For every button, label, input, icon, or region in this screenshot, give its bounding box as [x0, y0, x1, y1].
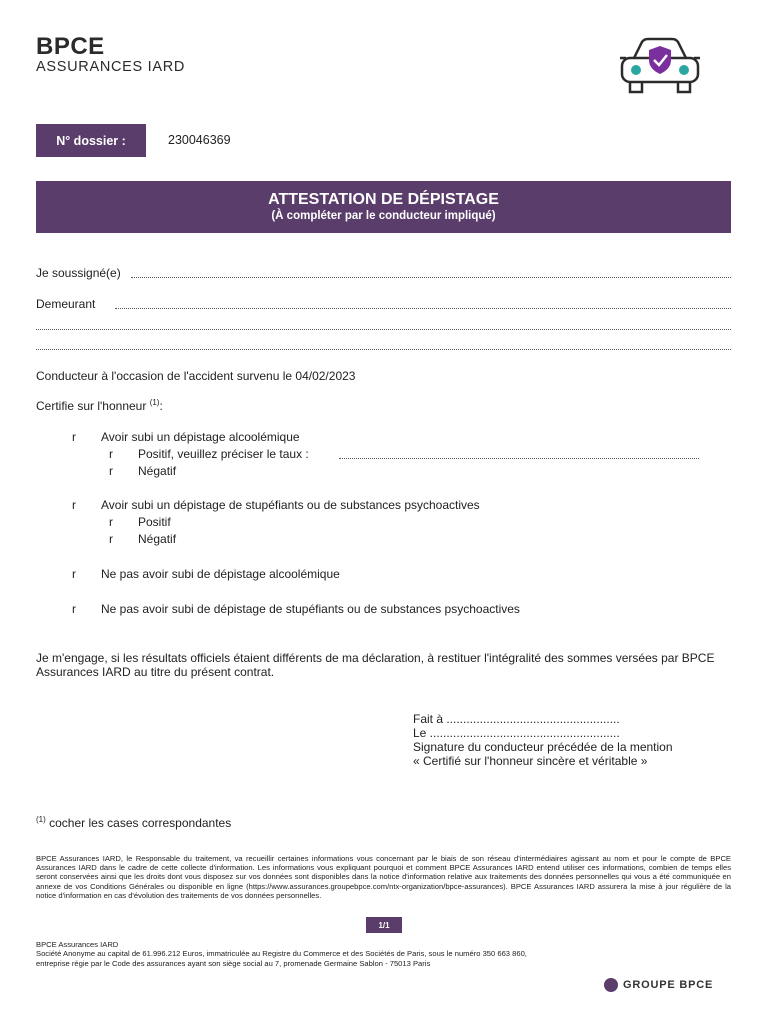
option-alcool-label: Avoir subi un dépistage alcoolémique	[101, 430, 300, 444]
option-no-alcool-label: Ne pas avoir subi de dépistage alcoolémique	[101, 567, 340, 581]
footnote-marker: (1)	[36, 815, 46, 824]
address-field-line3[interactable]	[36, 349, 731, 350]
option-stupefiants-positif-label: Positif	[138, 515, 171, 529]
checkbox-stupefiants-positif[interactable]: r	[109, 515, 113, 529]
company-name: BPCE Assurances IARD	[36, 940, 119, 949]
fait-a-field[interactable]: Fait à ....................................................	[413, 712, 620, 726]
groupe-bpce-logo	[604, 978, 713, 992]
footnote-text: cocher les cases correspondantes	[49, 816, 232, 830]
checkbox-stupefiants-negatif[interactable]: r	[109, 532, 113, 546]
company-info	[36, 940, 676, 968]
car-shield-check-icon	[616, 34, 704, 96]
legal-notice: BPCE Assurances IARD, le Responsable du traitement, va recueillir certaines informations vous concernant par le biais de son réseau d'intermédiaires agissant au nom et pour le compte de BPCE Assurances IARD dans le cadre de cette collecte d'information. Les informations vous expliquant pourquoi et comment BPCE Assurances IARD entend utiliser ces informations, combien de temps elles seront conservées ainsi que les droits dont vous disposez sur vos données sont disponibles dans la notice d'information relative aux traitements des données personnelles qui vous a été communiquée en annexe de vos Conditions Générales ou disponible en ligne (https://www.assurances.groupebpce.com/ntx-organization/bpce-assurances). BPCE Assurances IARD assurera la mise à jour régulière de la notice d'information en cas d'évolution des traitements de vos données personnelles.	[36, 854, 731, 900]
demeurant-field[interactable]	[115, 308, 731, 309]
signature-instruction: Signature du conducteur précédée de la mention « Certifié sur l'honneur sincère et véritable »	[413, 740, 673, 768]
certifie-text: Certifie sur l'honneur $^{(1)}$:	[36, 398, 163, 413]
company-line2: entreprise régie par le Code des assurances ayant son siège social au 7, promenade Germaine Sablon - 75013 Paris	[36, 958, 431, 968]
taux-field[interactable]	[339, 458, 699, 459]
groupe-logo-icon	[604, 978, 618, 992]
company-line1: Société Anonyme au capital de 61.996.212 Euros, immatriculée au Registre du Commerce et des Sociétés de Paris, sous le numéro 350 663 860,	[36, 949, 527, 959]
checkbox-alcool[interactable]: r	[72, 430, 76, 444]
title-banner	[36, 181, 731, 233]
soussigne-field[interactable]	[131, 277, 731, 278]
document-subtitle: (À compléter par le conducteur impliqué)	[271, 210, 496, 222]
option-alcool-positif-label: Positif, veuillez préciser le taux :	[138, 447, 309, 461]
groupe-logo-text: GROUPE BPCE	[623, 979, 714, 991]
le-field[interactable]: Le .........................................................	[413, 726, 620, 740]
footnote-ref: (1)	[149, 398, 160, 407]
checkbox-no-alcool[interactable]: r	[72, 567, 76, 581]
checkbox-no-stupefiants[interactable]: r	[72, 602, 76, 616]
brand-logo-bpce: BPCE	[36, 33, 105, 60]
checkbox-alcool-negatif[interactable]: r	[109, 464, 113, 478]
option-stupefiants-negatif-label: Négatif	[138, 532, 177, 546]
engagement-paragraph: Je m'engage, si les résultats officiels étaient différents de ma déclaration, à restituer l'intégralité des sommes versées par BPCE Assurances IARD au titre du présent contrat.	[36, 651, 715, 679]
option-no-stupefiants-label: Ne pas avoir subi de dépistage de stupéfiants ou de substances psychoactives	[101, 602, 520, 616]
option-alcool-negatif-label: Négatif	[138, 464, 177, 478]
address-field-line2[interactable]	[36, 329, 731, 330]
footnote	[36, 813, 231, 830]
brand-logo-subtitle: ASSURANCES IARD	[36, 59, 186, 75]
demeurant-label: Demeurant	[36, 297, 96, 311]
option-stupefiants-label: Avoir subi un dépistage de stupéfiants ou de substances psychoactives	[101, 498, 480, 512]
document-title: ATTESTATION DE DÉPISTAGE	[268, 191, 499, 208]
checkbox-stupefiants[interactable]: r	[72, 498, 76, 512]
page-number-badge: 1/1	[366, 917, 402, 933]
conducteur-text: Conducteur à l'occasion de l'accident survenu le 04/02/2023	[36, 369, 356, 383]
signature-block	[413, 712, 673, 768]
checkbox-alcool-positif[interactable]: r	[109, 447, 113, 461]
dossier-label: N° dossier :	[36, 124, 146, 157]
soussigne-label: Je soussigné(e)	[36, 266, 121, 280]
dossier-number: 230046369	[168, 133, 231, 147]
